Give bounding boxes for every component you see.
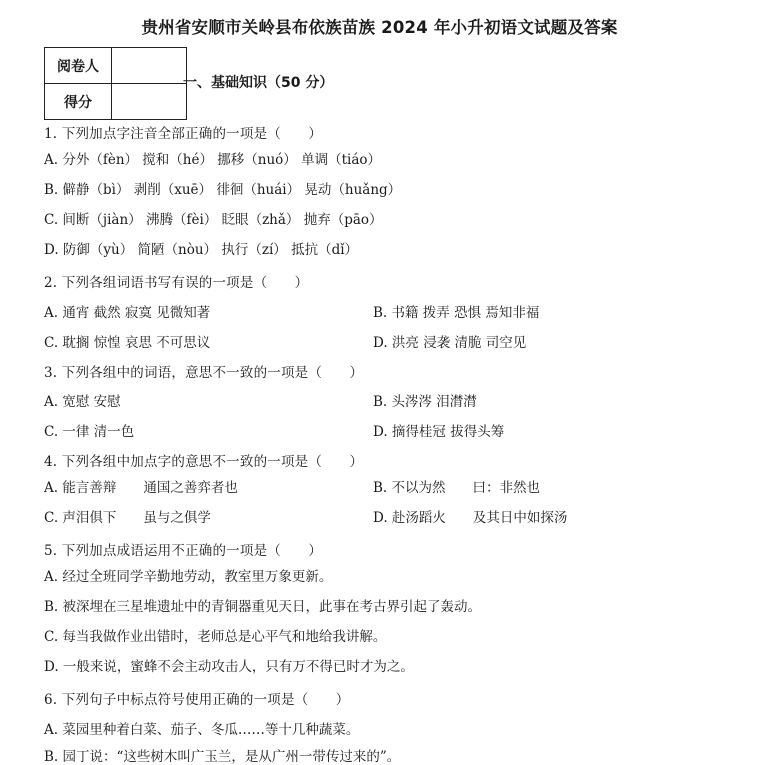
- question-3-option-d: D. 摘得桂冠 拔得头筹: [373, 424, 505, 440]
- question-4-option-b: B. 不以为然 曰：非然也: [373, 480, 541, 496]
- question-4-option-c: C. 声泪俱下 虽与之俱学: [44, 510, 211, 526]
- question-2-option-d: D. 洪亮 浸袭 清脆 司空见: [373, 335, 527, 351]
- question-5-option-d: D. 一般来说，蜜蜂不会主动攻击人，只有万不得已时才为之。: [44, 659, 414, 675]
- question-5-option-c: C. 每当我做作业出错时，老师总是心平气和地给我讲解。: [44, 629, 387, 645]
- question-3-option-b: B. 头涔涔 泪潸潸: [373, 394, 477, 410]
- question-2-option-a: A. 通宵 截然 寂寞 见微知著: [44, 305, 211, 321]
- question-4-stem: 4. 下列各组中加点字的意思不一致的一项是（ ）: [44, 454, 364, 470]
- question-6-option-a: A. 菜园里种着白菜、茄子、冬瓜……等十几种蔬菜。: [44, 722, 360, 738]
- question-5-stem: 5. 下列加点成语运用不正确的一项是（ ）: [44, 543, 323, 559]
- score-label: 得分: [45, 84, 112, 120]
- score-table: [44, 47, 187, 120]
- page-title: 贵州省安顺市关岭县布依族苗族 2024 年小升初语文试题及答案: [141, 18, 618, 37]
- reviewer-label: 阅卷人: [45, 48, 112, 84]
- question-3-option-a: A. 宽慰 安慰: [44, 394, 121, 410]
- question-2-stem: 2. 下列各组词语书写有误的一项是（ ）: [44, 275, 309, 291]
- question-4-option-d: D. 赴汤蹈火 及其日中如探汤: [373, 510, 568, 526]
- question-5-option-b: B. 被深埋在三星堆遗址中的青铜器重见天日，此事在考古界引起了轰动。: [44, 599, 482, 615]
- question-2-option-c: C. 耽搁 惊惶 哀思 不可思议: [44, 335, 211, 351]
- score-cell: [112, 84, 187, 120]
- question-5-option-a: A. 经过全班同学辛勤地劳动，教室里万象更新。: [44, 569, 333, 585]
- question-6-option-b: B. 园丁说：“这些树木叫广玉兰，是从广州一带传过来的”。: [44, 749, 401, 765]
- section-heading: 一、基础知识（50 分）: [183, 75, 334, 91]
- question-1-option-c: C. 间断（jiàn） 沸腾（fèi） 眨眼（zhǎ） 抛弃（pāo）: [44, 212, 383, 228]
- question-3-option-c: C. 一律 清一色: [44, 424, 135, 440]
- question-1-option-b: B. 僻静（bì） 剥削（xuē） 徘徊（huái） 晃动（huǎng）: [44, 182, 402, 198]
- question-1-stem: 1. 下列加点字注音全部正确的一项是（ ）: [44, 126, 323, 142]
- reviewer-cell: [112, 48, 187, 84]
- question-3-stem: 3. 下列各组中的词语，意思不一致的一项是（ ）: [44, 365, 364, 381]
- question-4-option-a: A. 能言善辩 通国之善弈者也: [44, 480, 238, 496]
- question-1-option-a: A. 分外（fèn） 搅和（hé） 挪移（nuó） 单调（tiáo）: [44, 152, 382, 168]
- question-2-option-b: B. 书籍 拨弄 恐惧 焉知非福: [373, 305, 540, 321]
- question-6-stem: 6. 下列句子中标点符号使用正确的一项是（ ）: [44, 692, 350, 708]
- question-1-option-d: D. 防御（yù） 简陋（nòu） 执行（zí） 抵抗（dǐ）: [44, 242, 359, 258]
